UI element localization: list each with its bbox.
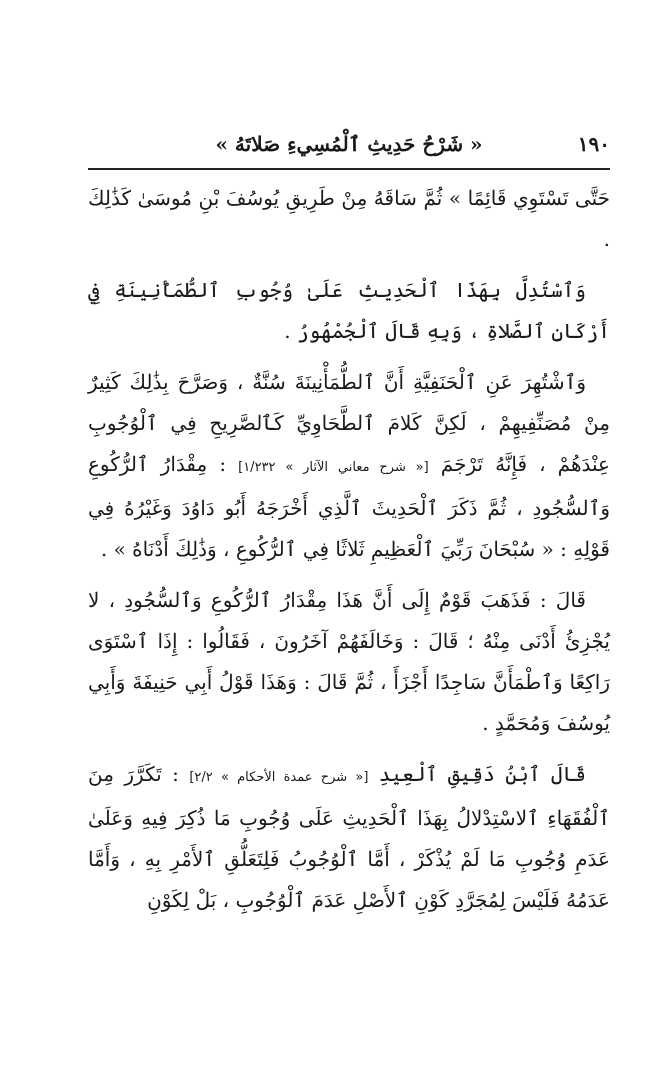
paragraph-5 [88, 754, 610, 921]
body-text [88, 178, 610, 931]
citation-sharh-maani-al-athar: [« شرح معاني الآثار » ١/٢٣٢] [238, 460, 429, 475]
paragraph-3-text-b: : مِقْدَارُ ٱلرُّكُوعِ وَٱلسُّجُودِ ، ثُمَّ ذَكَرَ ٱلْحَدِيثَ ٱلَّذِي أَخْرَجَهُ أَبُو دَاوُدَ وَغَيْرُهُ فِي قَوْلِهِ : « سُبْحَانَ رَبِّيَ ٱلْعَظِيمِ ثَلاثًا فِي ٱلرُّكُوعِ ، وَذَٰلِكَ أَدْنَاهُ » . [88, 452, 611, 561]
paragraph-3-text-a: وَٱشْتُهِرَ عَنِ ٱلْحَنَفِيَّةِ أَنَّ ٱلطُّمَأْنِينَةَ سُنَّةٌ ، وَصَرَّحَ بِذَٰلِكَ كَثِيرٌ مِنْ مُصَنِّفِيهِمْ ، لَكِنَّ كَلامَ ٱلطَّحَاوِيِّ كَٱلصَّرِيحِ فِي ٱلْوُجُوبِ عِنْدَهُمْ ، فَإِنَّهُ تَرْجَمَ [88, 370, 610, 476]
paragraph-5-text-b: : تَكَرَّرَ مِنَ ٱلْفُقَهَاءِ ٱلاسْتِدْلالُ بِهَذَا ٱلْحَدِيثِ عَلَى وُجُوبِ مَا ذُكِرَ فِيهِ وَعَلَىٰ عَدَمِ وُجُوبِ مَا لَمْ يُذْكَرْ ، أَمَّا ٱلْوُجُوبُ فَلِتَعَلُّقِ ٱلأَمْرِ بِهِ ، وَأَمَّا عَدَمُهُ فَلَيْسَ لِمُجَرَّدِ كَوْنِ ٱلأَصْلِ عَدَمَ ٱلْوُجُوبِ ، بَلْ لِكَوْنِ [88, 762, 610, 912]
header-divider [88, 168, 610, 170]
paragraph-3 [88, 362, 610, 570]
running-title: « شَرْحُ حَدِيثِ ٱلْمُسِيءِ صَلاتَهُ » [215, 132, 483, 156]
paragraph-4 [88, 580, 610, 744]
page-header [88, 128, 610, 168]
page-number: ١٩٠ [577, 132, 610, 156]
paragraph-5-text-a: قَالَ ٱبْنُ دَقِيقِ ٱلْعِيدِ [368, 762, 586, 786]
paragraph-2-text: وَٱسْتُدِلَّ بِهَذَا ٱلْحَدِيثِ عَلَىٰ وُجُوبِ ٱلطُّمَأْنِينَةِ فِي أَرْكَانِ ٱلصَّلاةِ ، وَبِهِ قَالَ ٱلْجُمْهُورُ . [88, 278, 610, 343]
paragraph-1 [88, 178, 610, 260]
paragraph-1-text: حَتَّى تَسْتَوِي قَائِمًا » ثُمَّ سَاقَهُ مِنْ طَرِيقِ يُوسُفَ بْنِ مُوسَىٰ كَذَٰلِكَ . [88, 186, 610, 251]
paragraph-2 [88, 270, 610, 352]
citation-sharh-umdat-al-ahkam: [« شرح عمدة الأحكام » ٢/٢] [189, 770, 369, 785]
paragraph-4-text: قَالَ : فَذَهَبَ قَوْمٌ إِلَى أَنَّ هَذَا مِقْدَارُ ٱلرُّكُوعِ وَٱلسُّجُودِ ، لا يُجْزِئُ أَدْنَى مِنْهُ ؛ قَالَ : وَخَالَفَهُمْ آخَرُونَ ، فَقَالُوا : إِذَا ٱسْتَوَى رَاكِعًا وَٱطْمَأَنَّ سَاجِدًا أَجْزَأَ ، ثُمَّ قَالَ : وَهَذَا قَوْلُ أَبِي حَنِيفَةَ وَأَبِي يُوسُفَ وَمُحَمَّدٍ . [88, 588, 610, 735]
